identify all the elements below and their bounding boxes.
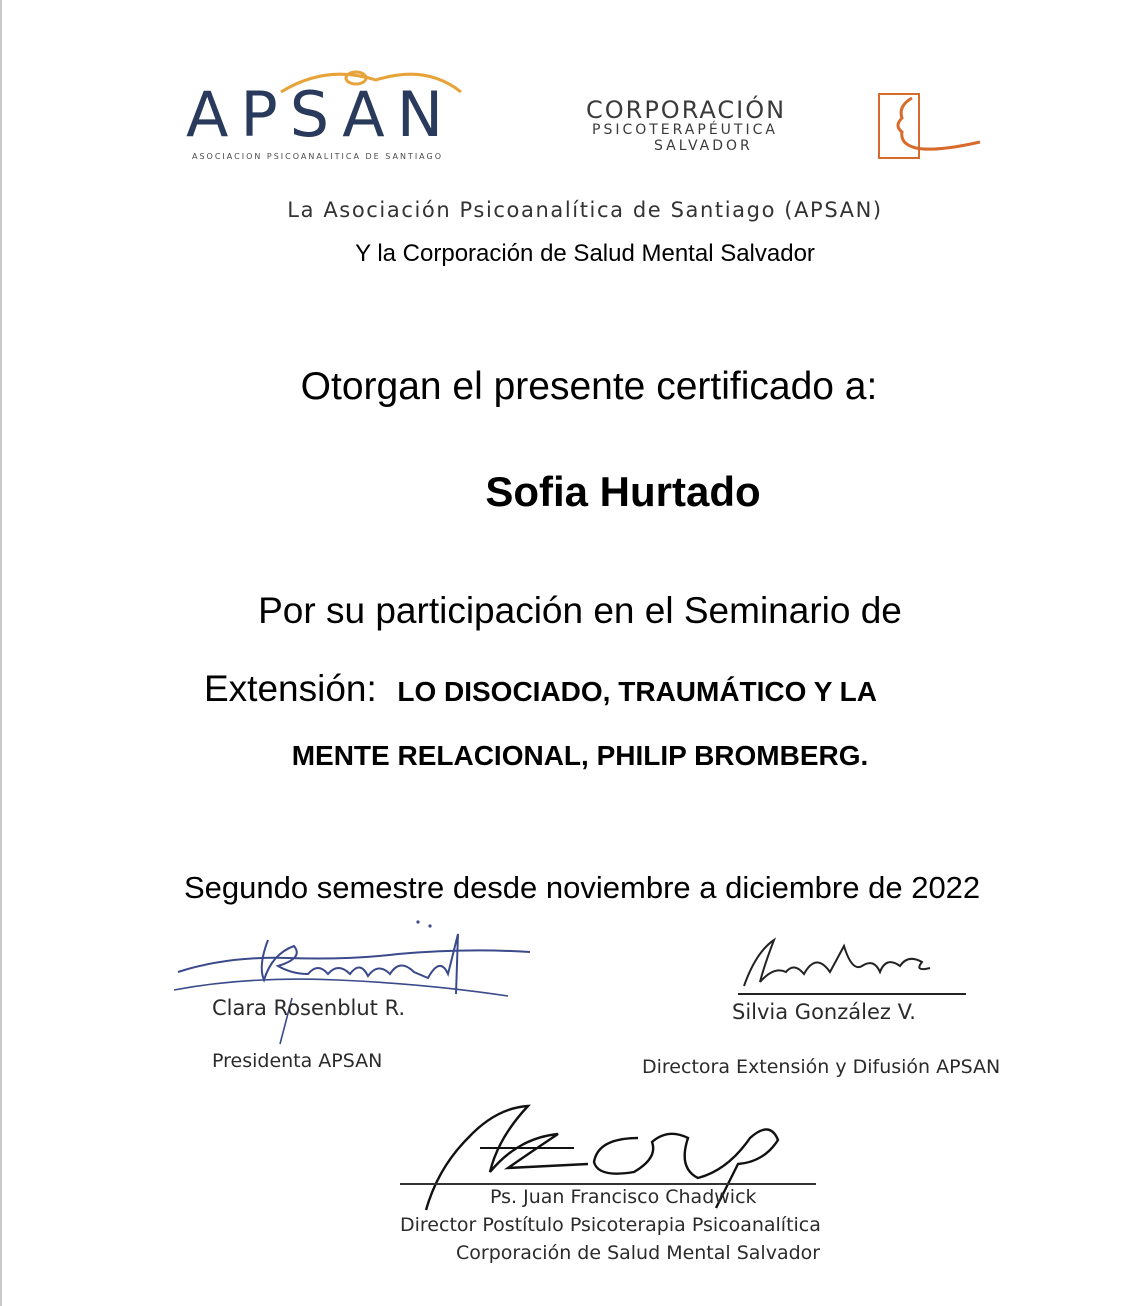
signature-gonzalez: [734, 932, 970, 1002]
corp-logo-line2: PSICOTERAPÉUTICA: [592, 122, 778, 138]
apsan-logo: [186, 62, 536, 170]
grant-statement: Otorgan el presente certificado a:: [300, 365, 878, 408]
participation-prefix: Extensión:: [204, 668, 377, 709]
seminar-title-part1: LO DISOCIADO, TRAUMÁTICO Y LA: [397, 676, 877, 707]
participation-line2: [204, 668, 877, 710]
participation-line1: Por su participación en el Seminario de: [258, 590, 902, 631]
semester-line: Segundo semestre desde noviembre a diciembre de 2022: [184, 870, 981, 905]
apsan-subtitle: ASOCIACION PSICOANALITICA DE SANTIAGO: [192, 152, 444, 161]
corporacion-mark-icon: [876, 92, 986, 164]
corporation-line: Y la Corporación de Salud Mental Salvador: [355, 240, 815, 267]
page-edge: [0, 0, 2, 1306]
seminar-title-part2: MENTE RELACIONAL, PHILIP BROMBERG.: [291, 740, 869, 771]
signature-rosenblut: [168, 918, 538, 1048]
signatory-bottom-name: Ps. Juan Francisco Chadwick: [490, 1186, 757, 1208]
signatory-bottom-role1: Director Postítulo Psicoterapia Psicoanalítica: [400, 1214, 821, 1236]
signatory-bottom-role2: Corporación de Salud Mental Salvador: [456, 1242, 821, 1264]
corp-logo-line1: CORPORACIÓN: [586, 96, 787, 124]
signatory-left-role: Presidenta APSAN: [212, 1050, 383, 1072]
signatory-right-role: Directora Extensión y Difusión APSAN: [642, 1056, 1001, 1078]
corporacion-logo: [586, 92, 1006, 172]
recipient-name: Sofia Hurtado: [485, 468, 761, 515]
signatory-left-name: Clara Rosenblut R.: [212, 996, 406, 1020]
signatory-right-name: Silvia González V.: [732, 1000, 916, 1024]
corp-logo-line3: SALVADOR: [654, 138, 753, 154]
association-line: La Asociación Psicoanalítica de Santiago (APSAN): [287, 198, 883, 222]
apsan-wordmark: APSAN: [186, 78, 456, 151]
